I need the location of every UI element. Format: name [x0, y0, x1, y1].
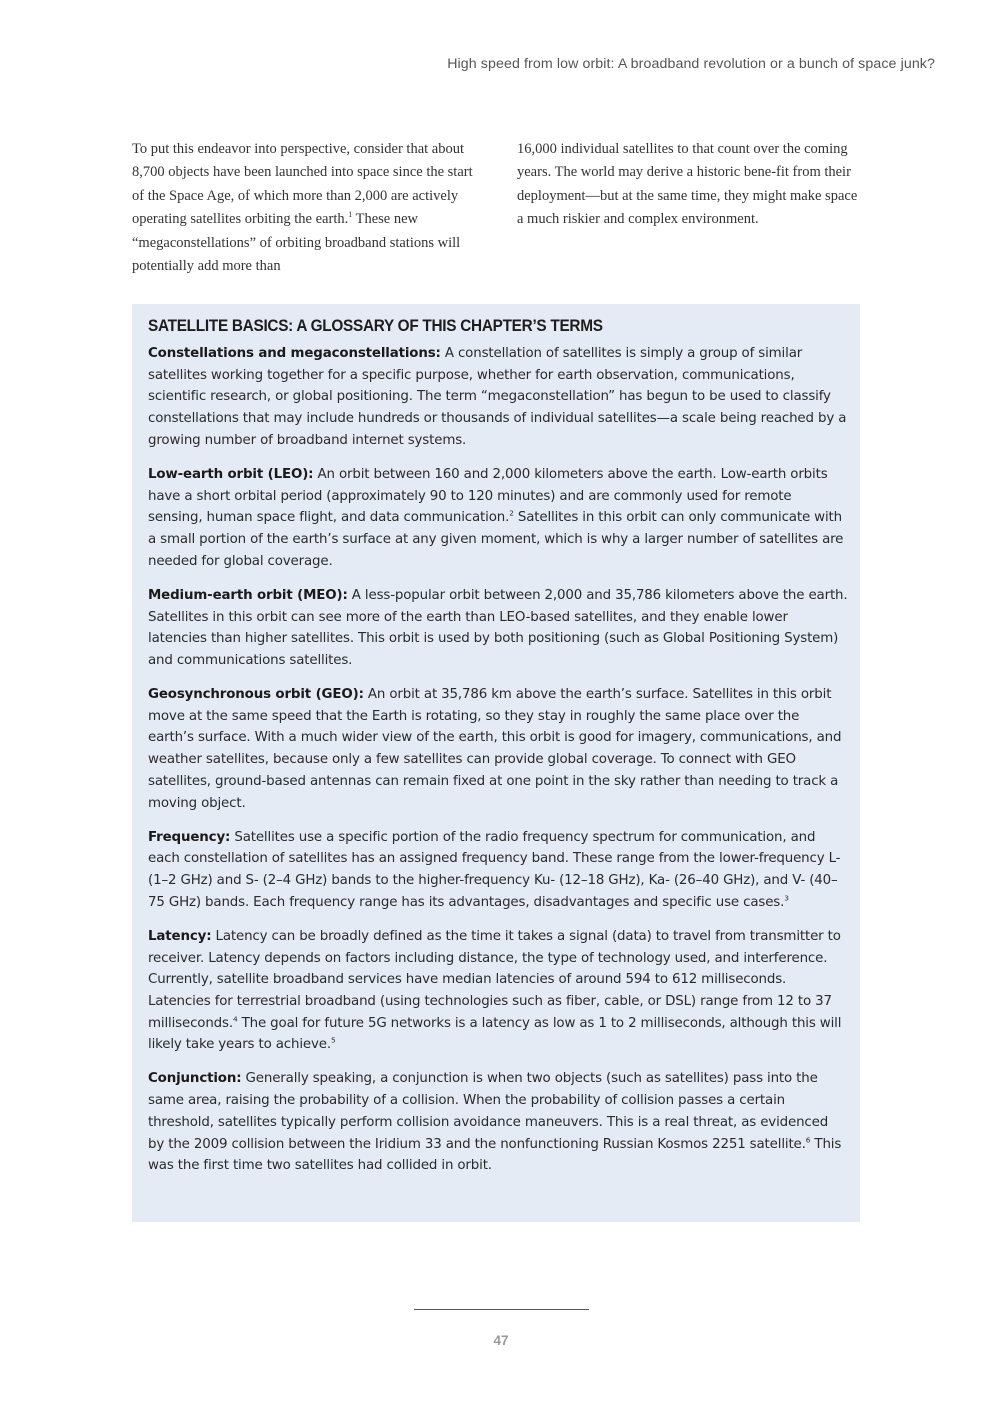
term-definition-cont: The goal for future 5G networks is a latency as low as 1 to 2 milliseconds, although this will likely take years to achieve.	[148, 1015, 842, 1053]
term-name: Constellations and megaconstellations:	[148, 346, 441, 361]
glossary-entry-geo	[148, 684, 848, 814]
intro-right-text: 16,000 individual satellites to that count over the coming years. The world may derive a historic bene-fit from their deployment—but at the same time, they might make space a much riskier and complex environment.	[517, 141, 858, 228]
intro-left-text: To put this endeavor into perspective, consider that about 8,700 objects have been launched into space since the start of the Space Age, of which more than 2,000 are actively operating satellites orbiting the earth.	[132, 141, 473, 228]
footnote-ref: 1	[348, 210, 353, 220]
term-definition: An orbit between 160 and 2,000 kilometers above the earth. Low-earth orbits have a short orbital period (approximately 90 to 120 minutes) and are commonly used for remote sensing, human space flight, and data communication.	[148, 466, 828, 526]
term-definition: A less-popular orbit between 2,000 and 35,786 kilometers above the earth. Satellites in this orbit can see more of the earth than LEO-based satellites, and they enable lower latencies than higher satellites. This orbit is used by both positioning (such as Global Positioning System) and communications satellites.	[148, 587, 848, 668]
term-definition-cont: This was the first time two satellites had collided in orbit.	[148, 1136, 842, 1174]
term-name: Medium-earth orbit (MEO):	[148, 587, 348, 603]
glossary-entry-conjunction	[148, 1068, 848, 1177]
term-definition: A constellation of satellites is simply a group of similar satellites working together for a specific purpose, whether for earth observation, communications, scientific research, or global positioning. The term “megaconstellation” has begun to be used to classify constellations that may include hundreds or thousands of individual satellites—a scale being reached by a growing number of broadband internet systems.	[148, 346, 847, 448]
glossary-entry-leo	[148, 464, 848, 573]
glossary-entry-latency	[148, 926, 848, 1056]
footnote-ref: 6	[805, 1135, 811, 1145]
term-name: Frequency:	[148, 829, 231, 845]
running-header: High speed from low orbit: A broadband revolution or a bunch of space junk?	[447, 56, 935, 72]
footnote-ref: 5	[330, 1035, 336, 1045]
footer-divider	[414, 1309, 589, 1310]
intro-left-text-cont: These new “megaconstellations” of orbiting broadband stations will potentially add more than	[132, 211, 461, 275]
term-definition: Generally speaking, a conjunction is when two objects (such as satellites) pass into the same area, raising the probability of a collision. When the probability of collision passes a certain threshold, satellites typically perform collision avoidance maneuvers. This is a real threat, as evidenced by the 2009 collision between the Iridium 33 and the nonfunctioning Russian Kosmos 2251 satellite.	[148, 1071, 829, 1152]
term-name: Geosynchronous orbit (GEO):	[148, 687, 364, 703]
term-name: Conjunction:	[148, 1071, 242, 1087]
glossary-entry-frequency	[148, 827, 848, 914]
intro-column-right	[517, 138, 860, 278]
term-definition: Latency can be broadly defined as the time it takes a signal (data) to travel from transmitter to receiver. Latency depends on factors including distance, the type of technology used, and interference. Currently, satellite broadband services have median latencies of around 594 to 612 milliseconds. Latencies for terrestrial broadband (using technologies such as fiber, cable, or DSL) range from 12 to 37 milliseconds.	[148, 928, 841, 1031]
footnote-ref: 3	[784, 893, 789, 903]
footnote-ref: 2	[509, 508, 514, 518]
page-number: 47	[493, 1333, 509, 1348]
term-name: Latency:	[148, 928, 212, 944]
term-definition: Satellites use a specific portion of the radio frequency spectrum for communication, and each constellation of satellites has an assigned frequency band. These range from the lower-frequency L- (1–2 GHz) and S- (2–4 GHz) bands to the higher-frequency Ku- (12–18 GHz), Ka- (26–40 GHz), and V- (40–75 GHz) bands. Each frequency range has its advantages, disadvantages and specific use cases.	[148, 829, 841, 910]
intro-text	[132, 138, 860, 278]
term-name: Low-earth orbit (LEO):	[148, 466, 314, 482]
term-definition-cont: Satellites in this orbit can only communicate with a small portion of the earth’s surface at any given moment, which is why a larger number of satellites are needed for global coverage.	[148, 510, 844, 569]
intro-column-left	[132, 138, 477, 278]
glossary-title: SATELLITE BASICS: A GLOSSARY OF THIS CHAPTER’S TERMS	[148, 317, 603, 335]
glossary-box	[132, 304, 860, 1222]
footnote-ref: 4	[232, 1014, 238, 1024]
glossary-entry-meo	[148, 585, 848, 672]
glossary-entry-constellations	[148, 343, 848, 452]
term-definition: An orbit at 35,786 km above the earth’s surface. Satellites in this orbit move at the same speed that the Earth is rotating, so they stay in roughly the same place over the earth’s surface. With a much wider view of the earth, this orbit is good for imagery, communications, and weather satellites, because only a few satellites can provide global coverage. To connect with GEO satellites, ground-based antennas can remain fixed at one point in the sky rather than needing to track a moving object.	[148, 687, 842, 811]
